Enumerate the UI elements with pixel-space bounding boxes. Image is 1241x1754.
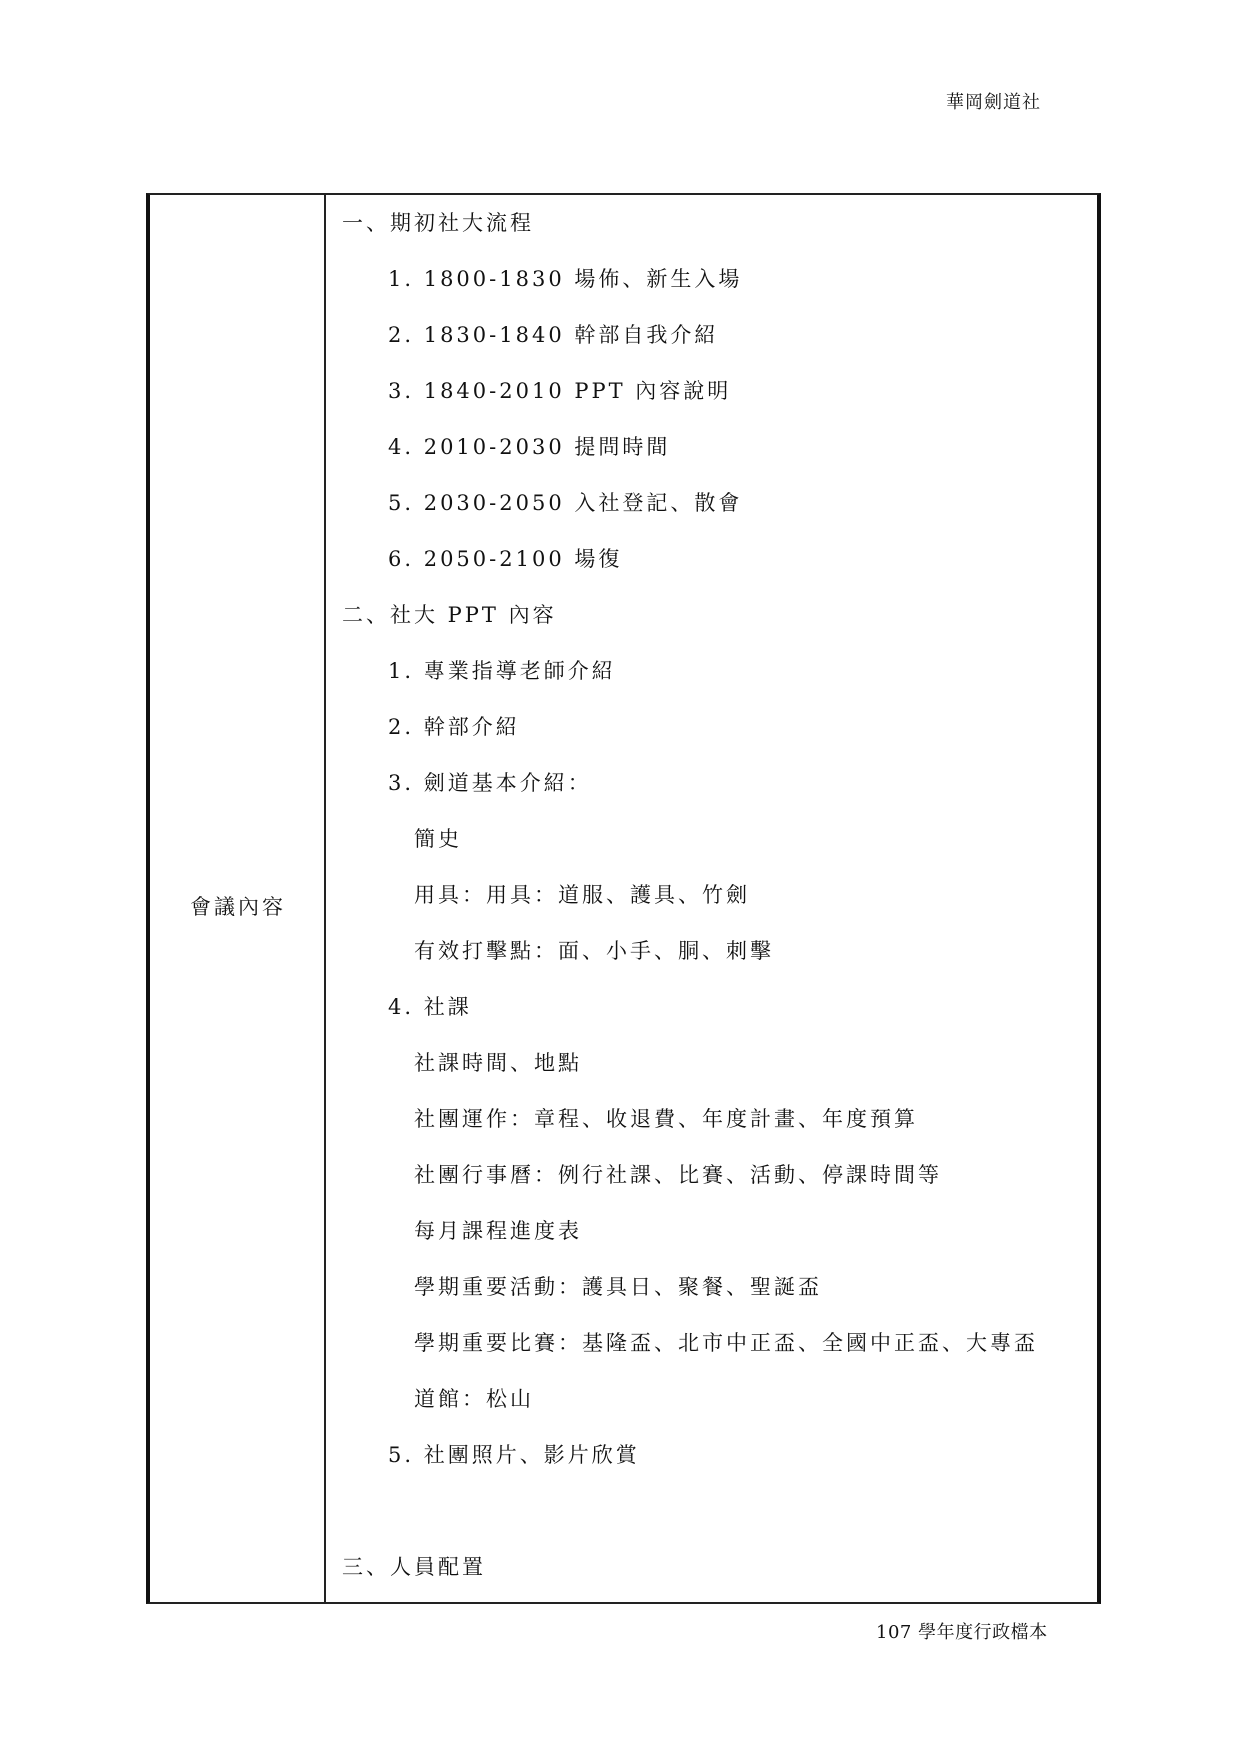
sub-item: 社團行事曆：例行社課、比賽、活動、停課時間等 [414,1163,942,1187]
page-footer: 107 學年度行政檔本 [876,1622,1048,1643]
list-item: 2. 1830-1840 幹部自我介紹 [388,323,719,347]
sub-item: 簡史 [414,827,462,851]
sub-item: 道館：松山 [414,1387,534,1411]
list-item: 6. 2050-2100 場復 [388,547,623,571]
sub-item: 社團運作：章程、收退費、年度計畫、年度預算 [414,1107,918,1131]
minutes-table [146,193,1101,1604]
sub-item: 有效打擊點：面、小手、胴、刺擊 [414,939,774,963]
list-item: 4. 社課 [388,995,472,1019]
sub-item: 用具：用具：道服、護具、竹劍 [414,883,750,907]
label-cell [150,195,326,1602]
sub-item: 社課時間、地點 [414,1051,582,1075]
section-heading: 一、期初社大流程 [342,211,534,235]
section-heading: 三、人員配置 [342,1555,486,1579]
label-meeting-content: 會議內容 [190,895,286,919]
list-item: 3. 劍道基本介紹： [388,771,592,795]
list-item: 1. 專業指導老師介紹 [388,659,616,683]
list-item: 2. 幹部介紹 [388,715,520,739]
list-item: 1. 1800-1830 場佈、新生入場 [388,267,743,291]
content-cell [328,195,1097,1602]
page-header: 華岡劍道社 [946,92,1041,113]
list-item: 3. 1840-2010 PPT 內容說明 [388,379,732,403]
sub-item: 學期重要比賽：基隆盃、北市中正盃、全國中正盃、大專盃 [414,1331,1038,1355]
list-item: 5. 社團照片、影片欣賞 [388,1443,640,1467]
sub-item: 學期重要活動：護具日、聚餐、聖誕盃 [414,1275,822,1299]
list-item: 4. 2010-2030 提問時間 [388,435,671,459]
list-item: 5. 2030-2050 入社登記、散會 [388,491,743,515]
sub-item: 每月課程進度表 [414,1219,582,1243]
section-heading: 二、社大 PPT 內容 [342,603,557,627]
